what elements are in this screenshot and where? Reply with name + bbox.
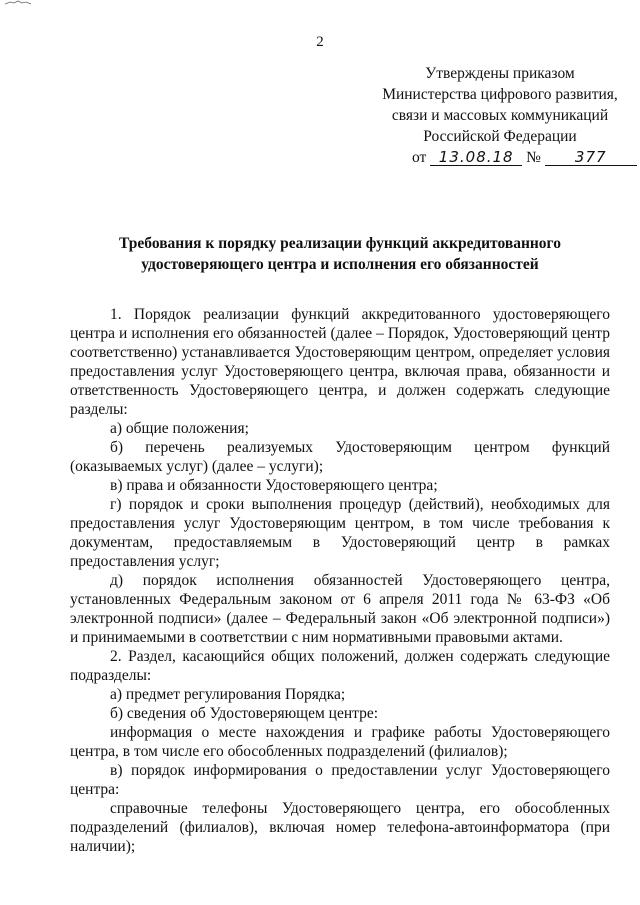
title-line: Требования к порядку реализации функций аккредитованного bbox=[119, 235, 561, 252]
scan-corner-mark bbox=[4, 0, 34, 6]
paragraph: справочные телефоны Удостоверяющего центра, его обособленных подразделений (филиалов), включая номер телефона-автоинформатора (при наличии); bbox=[70, 800, 610, 855]
paragraph: а) предмет регулирования Порядка; bbox=[110, 686, 346, 703]
title-line: удостоверяющего центра и исполнения его обязанностей bbox=[141, 256, 539, 273]
approval-line: Российской Федерации bbox=[423, 128, 577, 145]
paragraph: г) порядок и сроки выполнения процедур (действий), необходимых для предоставления услуг Удостоверяющим центром, в том числе требования к документам, предоставляемым в Удостоверяющий центр в рамках предоставления услуг; bbox=[70, 496, 610, 570]
document-title bbox=[60, 233, 620, 275]
paragraph: 1. Порядок реализации функций аккредитованного удостоверяющего центра и исполнения его обязанностей (далее – Порядок, Удостоверяющий центр соответственно) устанавливается Удостоверяющим центром, определяет условия предоставления услуг Удостоверяющего центра, включая права, обязанности и ответственность Удостоверяющего центра, и должен содержать следующие разделы: bbox=[70, 306, 610, 418]
paragraph: б) перечень реализуемых Удостоверяющим центром функций (оказываемых услуг) (далее – услуги); bbox=[70, 439, 610, 475]
approval-line: Министерства цифрового развития, bbox=[382, 86, 618, 103]
order-date: 13.08.18 bbox=[430, 149, 522, 166]
page-number: 2 bbox=[316, 34, 324, 50]
approval-stamp bbox=[375, 63, 625, 147]
paragraph: в) порядок информирования о предоставлении услуг Удостоверяющего центра: bbox=[70, 762, 610, 798]
paragraph: д) порядок исполнения обязанностей Удостоверяющего центра, установленных Федеральным законом от 6 апреля 2011 года № 63-ФЗ «Об электронной подписи» (далее – Федеральный закон «Об электронной подписи») и принимаемыми в соответствии с ним нормативными правовыми актами. bbox=[70, 572, 610, 646]
number-label: № bbox=[526, 149, 541, 166]
paragraph: в) права и обязанности Удостоверяющего центра; bbox=[110, 477, 438, 494]
from-label: от bbox=[412, 149, 427, 166]
order-number: 377 bbox=[545, 149, 637, 166]
paragraph: а) общие положения; bbox=[110, 420, 249, 437]
paragraph: 2. Раздел, касающийся общих положений, должен содержать следующие подразделы: bbox=[70, 648, 610, 684]
order-reference bbox=[412, 147, 627, 168]
paragraph: информация о месте нахождения и графике работы Удостоверяющего центра, в том числе его обособленных подразделений (филиалов); bbox=[70, 724, 610, 760]
approval-line: связи и массовых коммуникаций bbox=[391, 107, 609, 124]
approval-line: Утверждены приказом bbox=[425, 65, 575, 82]
document-body bbox=[70, 305, 610, 856]
paragraph: б) сведения об Удостоверяющем центре: bbox=[110, 705, 379, 722]
